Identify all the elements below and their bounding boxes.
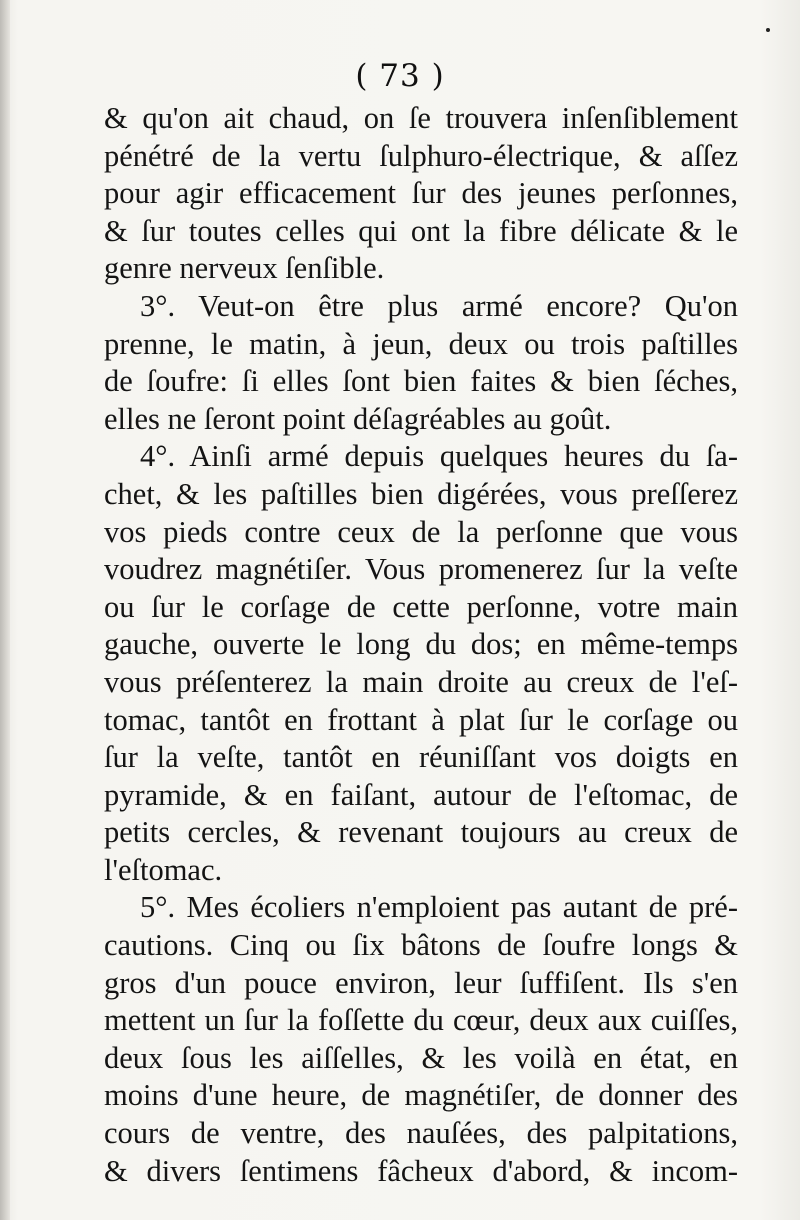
text-line: gros d'un pouce environ, leur ſuffiſent. Ils s'en (104, 965, 738, 1000)
text-line: chet, & les paſtilles bien digérées, vous preſſerez (104, 476, 738, 511)
body-text (104, 100, 738, 1190)
text-line: pour agir efficacement ſur des jeunes perſonnes, (104, 176, 738, 211)
text-line: gauche, ouverte le long du dos; en même-temps (104, 627, 738, 662)
text-line: ou ſur le corſage de cette perſonne, votre main (104, 589, 738, 624)
text-line: 4°. Ainſi armé depuis quelques heures du ſa- (140, 439, 738, 474)
text-line: genre nerveux ſenſible. (104, 251, 385, 286)
text-line: pyramide, & en faiſant, autour de l'eſtomac, de (104, 777, 738, 812)
text-line: l'eſtomac. (104, 852, 223, 887)
text-line: elles ne ſeront point déſagréables au goût. (104, 401, 612, 436)
text-line: ſur la veſte, tantôt en réuniſſant vos doigts en (104, 740, 738, 775)
text-line: voudrez magnétiſer. Vous promenerez ſur la veſte (104, 552, 738, 587)
text-line: & qu'on ait chaud, on ſe trouvera inſenſiblement (104, 101, 738, 135)
binding-edge (0, 0, 10, 1220)
ink-speck (766, 28, 770, 32)
text-line: vos pieds contre ceux de la perſonne que vous (104, 514, 738, 549)
text-line: vous préſenterez la main droite au creux de l'eſ- (104, 664, 738, 699)
text-line: petits cercles, & revenant toujours au creux de (104, 815, 738, 850)
text-line: tomac, tantôt en frottant à plat ſur le corſage ou (104, 702, 738, 737)
text-line: de ſoufre: ſi elles ſont bien faites & bien ſéches, (104, 364, 738, 399)
text-line: cours de ventre, des nauſées, des palpitations, (104, 1116, 738, 1151)
text-line: pénétré de la vertu ſulphuro-électrique, & aſſez (104, 138, 738, 173)
text-line: deux ſous les aiſſelles, & les voilà en état, en (104, 1040, 738, 1075)
text-line: prenne, le matin, à jeun, deux ou trois paſtilles (104, 326, 738, 361)
text-line: 3°. Veut-on être plus armé encore? Qu'on (140, 288, 738, 323)
text-line: & divers ſentimens fâcheux d'abord, & incom- (104, 1153, 738, 1188)
text-line: 5°. Mes écoliers n'emploient pas autant de pré- (140, 890, 738, 925)
text-line: moins d'une heure, de magnétiſer, de donner des (104, 1078, 738, 1113)
text-line: & ſur toutes celles qui ont la fibre délicate & le (104, 213, 738, 248)
page-number: ( 73 ) (355, 58, 445, 94)
text-line: mettent un ſur la foſſette du cœur, deux aux cuiſſes, (104, 1003, 738, 1038)
text-line: cautions. Cinq ou ſix bâtons de ſoufre longs & (104, 928, 738, 963)
